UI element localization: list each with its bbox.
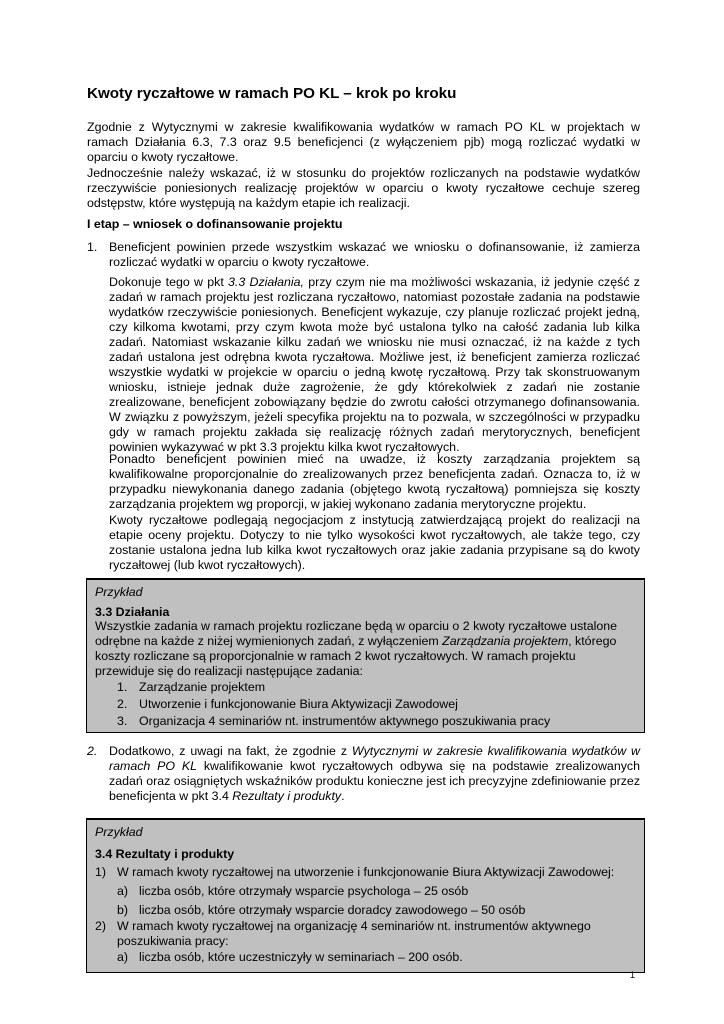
- result-2a-number: a): [117, 950, 129, 964]
- para-2-italic: 3.3 Działania,: [228, 275, 304, 289]
- result-1b-number: b): [117, 903, 129, 917]
- result-1-number: 1): [95, 865, 107, 879]
- task-2-number: 2.: [117, 697, 128, 711]
- item-1-paragraph-4: Kwoty ryczałtowe podlegają negocjacjom z instytucją zatwierdzającą projekt do realizacji na etapie oceny projektu. Dotyczy to nie tylko wysokości kwot ryczałtowych, ale także tego, czy zostanie ustalona jedna lub kilka kwot ryczałtowych oraz jakie zadania przypisane są do kwoty ryczałtowej (lub kwot ryczałtowych).: [109, 513, 640, 572]
- stage-heading: I etap – wniosek o dofinansowanie projektu: [87, 217, 343, 231]
- result-2-number: 2): [95, 919, 107, 933]
- example-heading: 3.4 Rezultaty i produkty: [95, 847, 235, 861]
- result-1-label: W ramach kwoty ryczałtowej na utworzenie i funkcjonowanie Biura Aktywizacji Zawodowej:: [117, 865, 615, 879]
- example-text-prefix: Wszystkie zadania w ramach projektu rozliczane będą w oparciu o 2 kwoty ryczałtowe ustalone odrębne na każde z niżej wymienionych zadań, z wyłączeniem: [95, 619, 618, 648]
- example-label: Przykład: [95, 585, 143, 599]
- task-1-number: 1.: [117, 680, 128, 694]
- para-2-rest: przy czym nie ma możliwości wskazania, iż jedynie część z zadań w ramach projektu jest rozliczana ryczałtowo, natomiast pozostałe zadania na podstawie wydatków rzeczywiście poniesionych. Beneficjent wykazuje, czy planuje rozliczać projekt jedną, czy kilkoma kwotami, przy czym kwota może być ustalona tylko na całość zadania lub kilka zadań. Natomiast wskazanie kilku zadań we wniosku nie musi oznaczać, iż na każde z tych zadań ustalona jest odrębna kwota ryczałtowa. Możliwe jest, iż beneficjent zamierza rozliczać wszystkie wydatki w projekcie w oparciu o jedną kwotę ryczałtową. Przy tak skonstruowanym wniosku, istnieje jednak duże zagrożenie, że gdy którekolwiek z zadań nie zostanie zrealizowane, beneficjent zobowiązany będzie do zwrotu całości otrzymanego dofinansowania. W związku z powyższym, jeżeli specyfika projektu na to pozwala, w szczególności w przypadku gdy w ramach projektu zakłada się realizację różnych zadań merytorycznych, beneficjent powinien wykazywać w pkt 3.3 projektu kilka kwot ryczałtowych.: [109, 275, 640, 454]
- result-2-label: W ramach kwoty ryczałtowej na organizację 4 seminariów nt. instrumentów aktywnego poszukiwania pracy:: [117, 919, 591, 948]
- task-3-number: 3.: [117, 714, 128, 728]
- page-title: Kwoty ryczałtowe w ramach PO KL – krok po kroku: [87, 85, 457, 102]
- result-1a-number: a): [117, 884, 129, 898]
- task-2-label: Utworzenie i funkcjonowanie Biura Aktywizacji Zawodowej: [139, 697, 458, 711]
- task-3-label: Organizacja 4 seminariów nt. instrumentów aktywnego poszukiwania pracy: [139, 714, 551, 728]
- example-text-rest: , którego koszty rozliczane są proporcjonalnie w ramach 2 kwot ryczałtowych. W ramach projektu przewiduje się do realizacji następujące zadania:: [95, 634, 617, 678]
- item-2-italic-2: Rezultaty i produkty: [232, 789, 342, 803]
- example-text-italic: Zarządzania projektem: [442, 634, 569, 648]
- item-2-suffix: .: [341, 789, 345, 803]
- task-1-label: Zarządzanie projektem: [139, 680, 266, 694]
- item-1-number: 1.: [87, 240, 98, 254]
- example-text: [95, 619, 635, 679]
- example-heading: 3.3 Działania: [95, 605, 170, 619]
- item-1-text: Beneficjent powinien przede wszystkim wskazać we wniosku o dofinansowanie, iż zamierza rozliczać wydatki w oparciu o kwoty ryczałtowe.: [109, 240, 640, 269]
- item-2-italic: Wytycznymi w zakresie kwalifikowania wydatków w ramach PO KL: [109, 744, 640, 773]
- intro-paragraph-2: Jednocześnie należy wskazać, iż w stosunku do projektów rozliczanych na podstawie wydatków rzeczywiście poniesionych realizację projektów w oparciu o kwoty ryczałtowe cechuje szereg odstępstw, które występują na każdym etapie ich realizacji.: [87, 166, 640, 210]
- item-2-prefix: Dodatkowo, z uwagi na fakt, że zgodnie z: [109, 744, 352, 758]
- item-2-text: [109, 744, 640, 804]
- example-box-1: [86, 578, 645, 733]
- intro-paragraph-1: Zgodnie z Wytycznymi w zakresie kwalifikowania wydatków w ramach PO KL w projektach w ramach Działania 6.3, 7.3 oraz 9.5 beneficjenci (z wyłączeniem pjb) mogą rozliczać wydatki w oparciu o kwoty ryczałtowe.: [87, 120, 640, 164]
- item-1-paragraph-3: Ponadto beneficjent powinien mieć na uwadze, iż koszty zarządzania projektem są kwalifikowalne proporcjonalnie do zrealizowanych przez beneficjenta zadań. Oznacza to, iż w przypadku niewykonania danego zadania (objętego kwotą ryczałtową) pomniejsza się koszty zarządzania projektem wg proporcji, w jakiej wykonano zadania merytoryczne projektu.: [109, 452, 640, 511]
- example-label: Przykład: [95, 825, 143, 839]
- item-1-paragraph-2: [109, 275, 640, 455]
- item-2-middle: kwalifikowanie kwot ryczałtowych odbywa się na podstawie zrealizowanych zadań oraz osiągniętych wskaźników produktu konieczne jest ich precyzyjne zdefiniowanie przez beneficjenta w pkt 3.4: [109, 759, 641, 803]
- example-box-2: [86, 818, 645, 973]
- page-number: 1: [630, 970, 636, 980]
- result-2a-label: liczba osób, które uczestniczyły w seminariach – 200 osób.: [139, 950, 463, 964]
- result-1b-label: liczba osób, które otrzymały wsparcie doradcy zawodowego – 50 osób: [139, 903, 526, 917]
- item-2-number: 2.: [87, 744, 98, 758]
- para-2-prefix: Dokonuje tego w pkt: [109, 275, 229, 289]
- result-1a-label: liczba osób, które otrzymały wsparcie psychologa – 25 osób: [139, 884, 469, 898]
